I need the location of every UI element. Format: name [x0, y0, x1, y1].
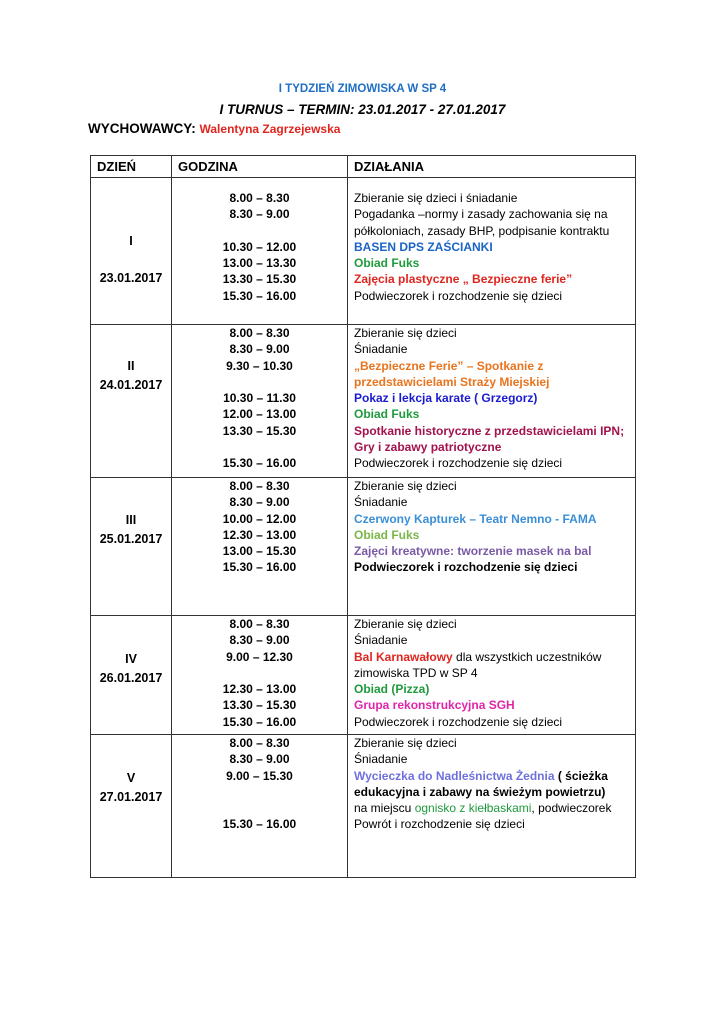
activity-lunch: Obiad (Pizza) — [354, 682, 430, 697]
activity-theatre: Czerwony Kapturek – Teatr Nemno - FAMA — [354, 511, 597, 526]
activity — [348, 178, 635, 190]
activity-games: Gry i zabawy patriotyczne — [354, 440, 502, 455]
activity: Śniadanie — [354, 752, 408, 767]
activity-karate: Pokaz i lekcja karate ( Grzegorz) — [354, 391, 538, 406]
time-cell — [172, 478, 348, 616]
activity-safety-meeting: „Bezpieczne Ferie” – Spotkanie z — [354, 358, 544, 373]
day-cell — [91, 735, 172, 878]
time-slot: 8.30 – 9.00 — [229, 342, 290, 357]
day-number: V — [126, 771, 136, 785]
time-slot — [172, 784, 347, 800]
activity: Zbieranie się dzieci i śniadanie — [354, 191, 518, 205]
time-slot: 13.30 – 15.30 — [222, 698, 297, 713]
caretakers-label: WYCHOWAWCY — [88, 121, 192, 136]
time-slot: 15.30 – 16.00 — [222, 714, 297, 729]
header-day: DZIEŃ — [91, 156, 172, 178]
header-row — [91, 156, 636, 178]
activities-cell — [348, 616, 636, 735]
activity-history: Spotkanie historyczne z przedstawicielami IPN; — [354, 423, 625, 438]
day-cell — [91, 325, 172, 478]
day-row-4 — [91, 616, 636, 735]
activity-safety-meeting: przedstawicielami Straży Miejskiej — [354, 374, 550, 389]
activity-art: Zajęcia plastyczne „ Bezpieczne ferie” — [354, 272, 573, 287]
carnival-ball: Bal Karnawałowy — [354, 649, 453, 664]
day-cell — [91, 616, 172, 735]
header-time: GODZINA — [172, 156, 348, 178]
activity: Podwieczorek i rozchodzenie się dzieci — [354, 288, 563, 303]
time-slot: 8.30 – 9.00 — [229, 495, 290, 510]
time-cell — [172, 178, 348, 325]
time-slot: 8.30 – 9.00 — [229, 633, 290, 648]
time-slot: 15.30 – 16.00 — [222, 456, 297, 471]
time-slot: 15.30 – 16.00 — [222, 560, 297, 575]
day-number: I — [129, 234, 133, 248]
activity: Zbieranie się dzieci — [354, 326, 457, 340]
time-slot: 12.30 – 13.00 — [222, 527, 297, 542]
time-slot: 8.00 – 8.30 — [229, 326, 290, 340]
caretakers-separator: : — [191, 121, 200, 136]
activity: Śniadanie — [354, 342, 408, 357]
time-slot — [172, 374, 347, 390]
activity-lunch: Obiad Fuks — [354, 407, 420, 422]
time-cell — [172, 735, 348, 878]
activity: Powrót i rozchodzenie się dzieci — [354, 817, 525, 832]
activities-cell — [348, 325, 636, 478]
activity-carnival — [348, 649, 635, 665]
caretakers-name: Walentyna Zagrzejewska — [199, 122, 341, 136]
time-slot: 15.30 – 16.00 — [222, 817, 297, 832]
bonfire-prefix: na miejscu — [354, 801, 415, 816]
day-date: 26.01.2017 — [99, 671, 163, 685]
time-cell — [172, 325, 348, 478]
activities-cell — [348, 178, 636, 325]
time-slot: 10.30 – 12.00 — [222, 239, 297, 254]
time-slot: 10.30 – 11.30 — [223, 391, 296, 406]
day-number: II — [127, 359, 135, 373]
activity-lunch: Obiad Fuks — [354, 527, 420, 542]
day-cell — [91, 178, 172, 325]
time-slot: 13.00 – 15.30 — [222, 544, 297, 559]
time-slot: 8.30 – 9.00 — [229, 752, 290, 767]
activity: Podwieczorek i rozchodzenie się dzieci — [354, 560, 578, 575]
activity-lunch: Obiad Fuks — [354, 256, 420, 271]
time-slot — [172, 439, 347, 455]
day-number: IV — [125, 652, 137, 666]
header-activities: DZIAŁANIA — [348, 156, 636, 178]
bonfire-suffix: , podwieczorek — [531, 801, 612, 816]
time-slot: 15.30 – 16.00 — [222, 288, 297, 303]
time-slot: 9.30 – 10.30 — [226, 358, 293, 373]
time-slot — [172, 800, 347, 816]
day-row-1 — [91, 178, 636, 325]
trip-title: Wycieczka do Nadleśnictwa Żednia — [354, 768, 555, 783]
time-slot: 8.00 – 8.30 — [229, 479, 290, 493]
activity-reenactment: Grupa rekonstrukcyjna SGH — [354, 698, 515, 713]
activity-bonfire — [348, 800, 635, 816]
day-date: 27.01.2017 — [99, 790, 163, 804]
activities-cell — [348, 478, 636, 616]
activity: Śniadanie — [354, 495, 408, 510]
time-slot: 13.30 – 15.30 — [222, 272, 297, 287]
day-date: 24.01.2017 — [99, 378, 163, 392]
time-slot — [172, 178, 347, 190]
day-date: 23.01.2017 — [99, 271, 163, 285]
activity: zimowiska TPD w SP 4 — [354, 665, 478, 680]
day-row-3 — [91, 478, 636, 616]
time-slot: 10.00 – 12.00 — [222, 511, 297, 526]
time-slot: 8.30 – 9.00 — [229, 207, 290, 222]
activity: Zbieranie się dzieci — [354, 617, 457, 631]
time-slot: 8.00 – 8.30 — [229, 736, 290, 750]
activity: półkoloniach, zasady BHP, podpisanie kontraktu — [354, 223, 610, 238]
activity: Podwieczorek i rozchodzenie się dzieci — [354, 456, 563, 471]
time-slot: 8.00 – 8.30 — [229, 617, 290, 631]
day-date: 25.01.2017 — [99, 532, 163, 546]
turnus-title: I TURNUS – TERMIN: 23.01.2017 - 27.01.2017 — [219, 102, 506, 117]
activity-masks: Zajęci kreatywne: tworzenie masek na bal — [354, 544, 592, 559]
trip-desc: ( ścieżka — [554, 768, 608, 783]
activity: Pogadanka –normy i zasady zachowania się na — [354, 207, 608, 222]
activity: Zbieranie się dzieci — [354, 736, 457, 750]
activity: Zbieranie się dzieci — [354, 479, 457, 493]
time-slot: 8.00 – 8.30 — [229, 191, 290, 205]
schedule-table — [90, 155, 636, 878]
activity-pool: BASEN DPS ZAŚCIANKI — [354, 239, 493, 254]
time-slot — [172, 665, 347, 681]
time-slot: 9.00 – 15.30 — [226, 768, 293, 783]
activity: Śniadanie — [354, 633, 408, 648]
time-slot: 13.00 – 13.30 — [222, 256, 297, 271]
time-cell — [172, 616, 348, 735]
activity: edukacyjna i zabawy na świeżym powietrzu) — [354, 784, 606, 799]
week-title: I TYDZIEŃ ZIMOWISKA W SP 4 — [278, 83, 447, 95]
carnival-desc: dla wszystkich uczestników — [452, 649, 602, 664]
day-cell — [91, 478, 172, 616]
bonfire: ognisko z kiełbaskami — [414, 801, 532, 816]
activity: Podwieczorek i rozchodzenie się dzieci — [354, 714, 563, 729]
caretakers-line — [88, 121, 340, 136]
time-slot: 9.00 – 12.30 — [226, 649, 293, 664]
day-row-5 — [91, 735, 636, 878]
time-slot: 12.30 – 13.00 — [222, 682, 297, 697]
time-slot: 12.00 – 13.00 — [222, 407, 297, 422]
activities-cell — [348, 735, 636, 878]
activity-trip — [348, 768, 635, 784]
day-row-2 — [91, 325, 636, 478]
time-slot: 13.30 – 15.30 — [222, 423, 297, 438]
time-slot — [172, 223, 347, 239]
day-number: III — [125, 513, 137, 527]
